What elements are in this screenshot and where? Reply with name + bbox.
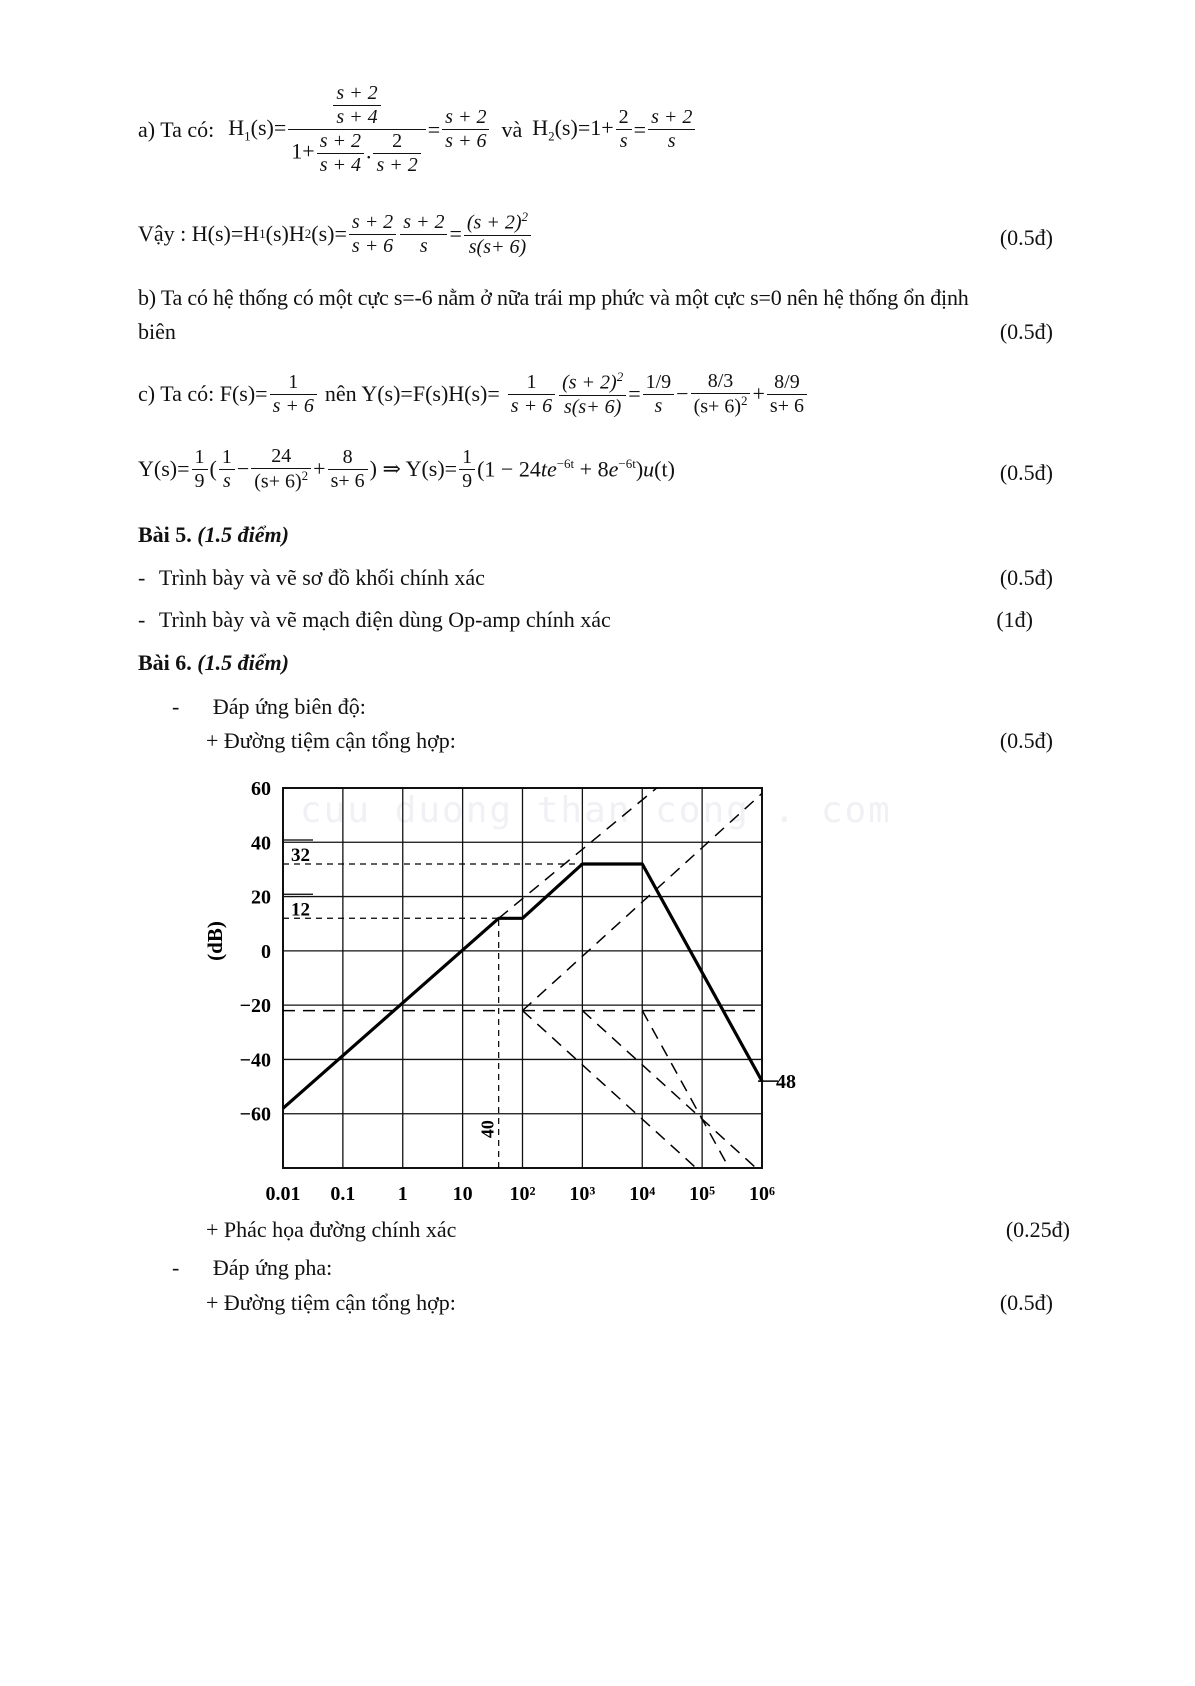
bai5-item-text: Trình bày và vẽ mạch điện dùng Op-amp chính xác (158, 607, 611, 632)
dash: - (172, 1255, 180, 1280)
exp2: −6t (618, 456, 636, 472)
x-tick-label: 1 (397, 1183, 408, 1205)
dash: - (172, 694, 180, 719)
h2-f-num: 2 (616, 106, 632, 130)
y-lead: Y(s)= (138, 456, 190, 482)
inner-den: s + 4 (336, 106, 378, 128)
tail-f: u (643, 456, 655, 482)
tail-b: te (540, 456, 557, 482)
y2-exp: 2 (616, 369, 624, 384)
bai6-points: (1.5 điểm) (197, 650, 289, 675)
t3-num: 8/9 (767, 371, 807, 395)
a-num: 1 (219, 446, 235, 470)
y-tick-label: −20 (239, 995, 271, 1018)
bai6-title: Bài 6. (138, 650, 192, 675)
bai6-phase (172, 1255, 332, 1281)
part-a-lead: a) Ta có: (138, 116, 215, 142)
mag-exact-score: (0.25đ) (1005, 1217, 1070, 1242)
bai5-item-1 (138, 565, 1053, 591)
t3-fraction (767, 371, 807, 418)
den-f1-num: s + 2 (317, 130, 364, 154)
k2-num: 1 (459, 446, 475, 470)
h2-f-den: s (619, 130, 628, 152)
h-res-exp: 2 (521, 209, 528, 224)
tail-g: (t) (654, 456, 675, 482)
h1-complex-fraction: $\frac{s + 2}{s + 4}$ 1+ $\frac{s + 2}{s + 4}$ . $\frac{2}{s + 2}$ (288, 82, 425, 177)
bai5-item-text: Trình bày và vẽ sơ đồ khối chính xác (158, 565, 485, 590)
annotation-48: 48 (776, 1071, 796, 1094)
t1-den: s (654, 394, 663, 417)
den-f2-den: s + 2 (376, 154, 418, 176)
score-b: (0.5đ) (999, 319, 1053, 344)
phase-asym-score: (0.5đ) (999, 1290, 1053, 1315)
eq: = (427, 116, 441, 142)
part-a-conclusion (138, 210, 1053, 270)
magnitude-label: Đáp ứng biên độ: (212, 694, 366, 719)
x-tick-label: 10⁵ (689, 1183, 716, 1205)
h1-res-num: s + 2 (442, 106, 489, 130)
k-fraction (192, 446, 208, 493)
h-lead: Vậy : H(s)=H (138, 221, 260, 247)
part-c-result (138, 445, 1053, 505)
plus: + (313, 456, 326, 482)
score-a: (0.5đ) (999, 225, 1053, 250)
mag-exact-text: + Phác họa đường chính xác (206, 1217, 457, 1242)
bai6-heading (138, 650, 289, 676)
y-tick-label: 0 (261, 940, 271, 963)
y-tick-label: −60 (239, 1103, 271, 1126)
chart-annotations (283, 840, 796, 1138)
y2-num: (s + 2) (562, 371, 617, 394)
t2-fraction (691, 370, 751, 419)
x-tick-label: 10² (509, 1183, 536, 1205)
f-den: s + 6 (272, 394, 314, 417)
c-fraction (328, 446, 368, 493)
t2-num: 8/3 (691, 370, 751, 394)
h1-arg: (s)= (250, 114, 287, 140)
minus: − (676, 381, 689, 407)
h-res-den: s(s+ 6) (468, 235, 527, 258)
y-tick-label: 20 (251, 886, 271, 909)
bai5-points: (1.5 điểm) (197, 522, 289, 547)
h-sub1: 1 (259, 226, 266, 242)
c-mid: nên Y(s)=F(s)H(s)= (324, 381, 500, 407)
inner-num: s + 2 (333, 82, 380, 106)
h-f2 (400, 211, 447, 258)
k2-fraction (459, 446, 475, 493)
h-f1-den: s + 6 (351, 234, 394, 257)
tail-c: + 8 (574, 456, 609, 482)
bai6-mag-exact (206, 1217, 1070, 1243)
dash: - (138, 565, 146, 590)
bai6-phase-asymptote (206, 1290, 1053, 1316)
b-den: (s+ 6) (254, 470, 302, 493)
k-den: 9 (194, 469, 205, 492)
x-tick-label: 10 (452, 1183, 473, 1205)
part-c-line (138, 370, 809, 419)
exp1: −6t (556, 456, 575, 472)
y1-den: s + 6 (510, 394, 553, 417)
chart-ylabel: (dB) (203, 921, 227, 961)
part-b-line2: biên (138, 319, 176, 344)
annotation-32: 32 (291, 845, 310, 866)
chart-grid (283, 788, 762, 1168)
h2-res-num: s + 2 (648, 106, 695, 130)
k2-den: 9 (462, 469, 473, 492)
bai5-title: Bài 5. (138, 522, 192, 547)
h1-sub: 1 (244, 128, 251, 144)
part-b-line1: b) Ta có hệ thống có một cực s=-6 nằm ở nữa trái mp phức và một cực s=0 nên hệ thống ổn định (138, 285, 969, 310)
phase-asym-text: + Đường tiệm cận tổng hợp: (206, 1290, 456, 1315)
mag-asym-score: (0.5đ) (999, 728, 1053, 753)
c-lead: c) Ta có: F(s)= (138, 381, 268, 407)
x-tick-label: 0.1 (330, 1183, 356, 1205)
and-word: và (501, 116, 523, 142)
h-f1 (349, 211, 396, 258)
b-fraction (251, 445, 311, 494)
score-c: (0.5đ) (999, 460, 1053, 485)
dashed-asymptote (499, 763, 762, 918)
b-num: 24 (251, 445, 311, 469)
h-sub2: 2 (304, 226, 312, 242)
annotation-12: 12 (291, 899, 310, 921)
f-fraction (270, 371, 317, 418)
x-tick-label: 0.01 (265, 1183, 301, 1205)
open-paren: ( (209, 456, 217, 482)
c-num: 8 (328, 446, 368, 470)
den-f2-num: 2 (373, 130, 420, 154)
tail-e: ) (635, 456, 644, 482)
watermark: cuu duong than cong . com (300, 790, 892, 831)
a-fraction (219, 446, 235, 493)
phase-label: Đáp ứng pha: (212, 1255, 333, 1280)
bai5-item-2 (138, 607, 1033, 633)
h2-sub: 2 (548, 128, 555, 144)
y2-fraction (559, 370, 626, 419)
a-den: s (222, 469, 231, 492)
arrow-result: ) ⇒ Y(s)= (369, 456, 458, 482)
h2-res-den: s (667, 130, 676, 152)
y-tick-label: −40 (239, 1049, 271, 1072)
h1-symbol: H (228, 114, 245, 140)
h2-fraction (616, 106, 632, 153)
eq: = (628, 381, 641, 407)
h-res-num: (s + 2) (466, 211, 522, 234)
bai6-magnitude (172, 694, 366, 720)
y2-den: s(s+ 6) (563, 395, 622, 418)
h2-result (648, 106, 695, 153)
t3-den: s+ 6 (769, 394, 804, 417)
eq: = (633, 116, 647, 142)
h-f2-num: s + 2 (400, 211, 447, 235)
h-tail: (s)= (311, 221, 347, 247)
bai5-item-score: (0.5đ) (999, 565, 1053, 590)
x-tick-label: 10⁴ (629, 1183, 656, 1205)
part-b (138, 285, 1088, 345)
x-tick-label: 10³ (569, 1183, 596, 1205)
bai6-mag-asymptote (206, 728, 1053, 754)
t2-den: (s+ 6) (693, 395, 741, 418)
bai5-heading (138, 522, 289, 548)
h2-arg: (s)=1+ (554, 114, 614, 140)
plus: + (752, 381, 765, 407)
annotation-40: 40 (477, 1120, 498, 1139)
chart-ref-lines (283, 864, 582, 1168)
den-f1-den: s + 4 (319, 154, 361, 176)
bode-magnitude-chart (195, 763, 835, 1218)
h-result (464, 210, 531, 259)
mag-asym-text: + Đường tiệm cận tổng hợp: (206, 728, 456, 753)
h-f2-den: s (419, 234, 428, 257)
h-f1-num: s + 2 (349, 211, 396, 235)
t1-num: 1/9 (643, 371, 675, 395)
part-a-line (138, 82, 697, 177)
y1-num: 1 (508, 371, 555, 395)
t1-fraction (643, 371, 675, 418)
b-exp: 2 (301, 468, 309, 483)
h2-symbol: H (532, 114, 549, 140)
h-mid: (s)H (265, 221, 305, 247)
t2-exp: 2 (740, 393, 748, 408)
h1-result (442, 106, 489, 153)
one-plus: 1+ (291, 138, 315, 164)
f-num: 1 (270, 371, 317, 395)
y-tick-label: 40 (251, 832, 271, 855)
k-num: 1 (192, 446, 208, 470)
h1-res-den: s + 6 (445, 130, 487, 152)
tail-d: e (608, 456, 619, 482)
y1-fraction (508, 371, 555, 418)
x-tick-label: 10⁶ (749, 1183, 775, 1205)
y-tick-label: 60 (251, 778, 271, 800)
eq: = (449, 221, 462, 247)
dash: - (138, 607, 146, 632)
c-den: s+ 6 (330, 469, 365, 492)
tail-a: (1 − 24 (477, 456, 541, 482)
minus: − (236, 456, 250, 482)
bai5-item-score: (1đ) (996, 607, 1033, 632)
